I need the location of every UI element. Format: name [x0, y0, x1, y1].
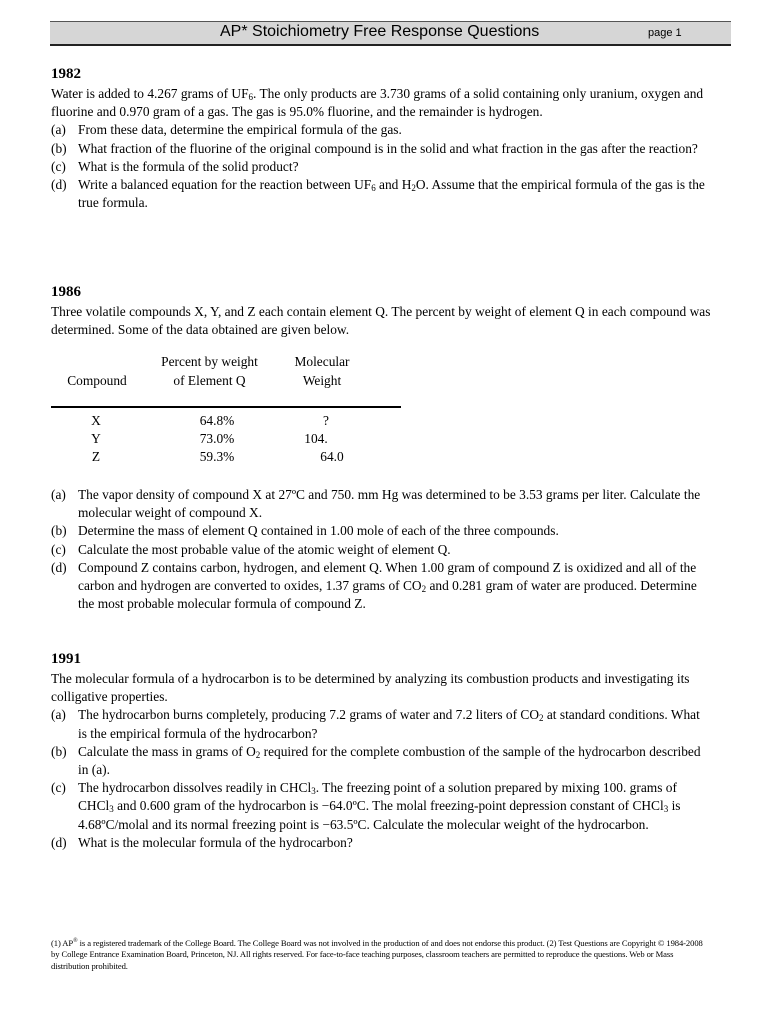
part-c: (c) What is the formula of the solid product? — [51, 158, 299, 174]
question-1982 — [51, 64, 711, 212]
question-1986 — [51, 282, 711, 339]
page-number: page 1 — [648, 27, 682, 39]
question-intro: Water is added to 4.267 grams of $UF_6$. The only products are 3.730 grams of a solid containing only uranium, oxygen and fluorine and 0.970 gram of a gas. The gas is 95.0% fluorine, and the remainder is hydrogen. — [51, 86, 704, 120]
part-d: (d) What is the molecular formula of the hydrocarbon? — [51, 834, 353, 850]
question-intro: Three volatile compounds X, Y, and Z each contain element Q. The percent by weight of element Q in each compound was determined. Some of the data obtained are given below. — [51, 304, 711, 338]
year-heading: 1986 — [51, 284, 81, 300]
col-header-weight-line2: Weight — [302, 373, 342, 388]
part-b: (b) What fraction of the fluorine of the original compound is in the solid and what fraction in the gas after the reaction? — [51, 140, 698, 156]
col-header-percent-line1: Percent by weight — [161, 354, 258, 369]
col-header-compound: Compound — [67, 373, 127, 388]
part-c: (c) The hydrocarbon dissolves readily in CHCl$_3$. The freezing point of a solution prepared by mixing 100. grams of CHCl$_3$ and 0.600 gram of the hydrocarbon is −64.0ºC. The molal freezing-point depression constant of CHCl$_3$ is 4.68ºC/molal and its normal freezing point is −63.5ºC. Calculate the molecular weight of the hydrocarbon. — [51, 780, 681, 832]
part-a: (a) The vapor density of compound X at 27ºC and 750. mm Hg was determined to be 3.53 grams per liter. Calculate the molecular weight of compound X. — [51, 487, 701, 521]
year-heading: 1982 — [51, 66, 81, 82]
cell-weight: ? — [323, 413, 329, 428]
document-title: AP* Stoichiometry Free Response Questions — [220, 23, 540, 40]
year-heading: 1991 — [51, 651, 81, 667]
question-1991 — [51, 649, 711, 852]
cell-compound: Y — [91, 431, 101, 446]
part-a: (a) From these data, determine the empirical formula of the gas. — [51, 122, 402, 138]
cell-percent: 64.8% — [199, 413, 235, 428]
cell-weight: 104. — [304, 431, 328, 446]
cell-weight: 64.0 — [320, 449, 344, 464]
cell-percent: 73.0% — [199, 431, 235, 446]
part-a: (a) The hydrocarbon burns completely, producing 7.2 grams of water and 7.2 liters of $CO_2$ at standard conditions. What is the empirical formula of the hydrocarbon? — [51, 707, 700, 741]
copyright-footer: (1) AP® is a registered trademark of the College Board. The College Board was not involved in the production of and does not endorse this product. (2) Test Questions are Copyright © 1984-2008 by College Entrance Examination Board, Princeton, NJ. All rights reserved. For face-to-face teaching purposes, classroom teachers are permitted to reproduce the questions. Web or Mass distribution prohibited. — [51, 938, 703, 971]
cell-compound: X — [91, 413, 101, 428]
part-d: (d) Compound Z contains carbon, hydrogen, and element Q. When 1.00 gram of compound Z is oxidized and all of the carbon and hydrogen are converted to oxides, 1.37 grams of $CO_2$ and 0.281 gram of water are produced. Determine the most probable molecular formula of compound Z. — [51, 559, 697, 612]
col-header-weight-line1: Molecular — [294, 354, 350, 369]
cell-compound: Z — [91, 449, 101, 464]
part-d: (d) Write a balanced equation for the reaction between $UF_6$ and $H_2O$. Assume that the empirical formula of the gas is the true formula. — [51, 177, 705, 211]
part-b: (b) Determine the mass of element Q contained in 1.00 mole of each of the three compounds. — [51, 523, 559, 539]
table-rule — [51, 406, 401, 408]
col-header-percent-line2: of Element Q — [173, 373, 246, 388]
question-1986-parts — [51, 486, 711, 613]
question-intro: The molecular formula of a hydrocarbon is to be determined by analyzing its combustion products and investigating its colligative properties. — [51, 671, 690, 705]
part-c: (c) Calculate the most probable value of the atomic weight of element Q. — [51, 541, 451, 557]
part-b: (b) Calculate the mass in grams of $O_2$ required for the complete combustion of the sample of the hydrocarbon described in (a). — [51, 743, 701, 778]
page-header — [50, 21, 731, 46]
cell-percent: 59.3% — [199, 449, 235, 464]
